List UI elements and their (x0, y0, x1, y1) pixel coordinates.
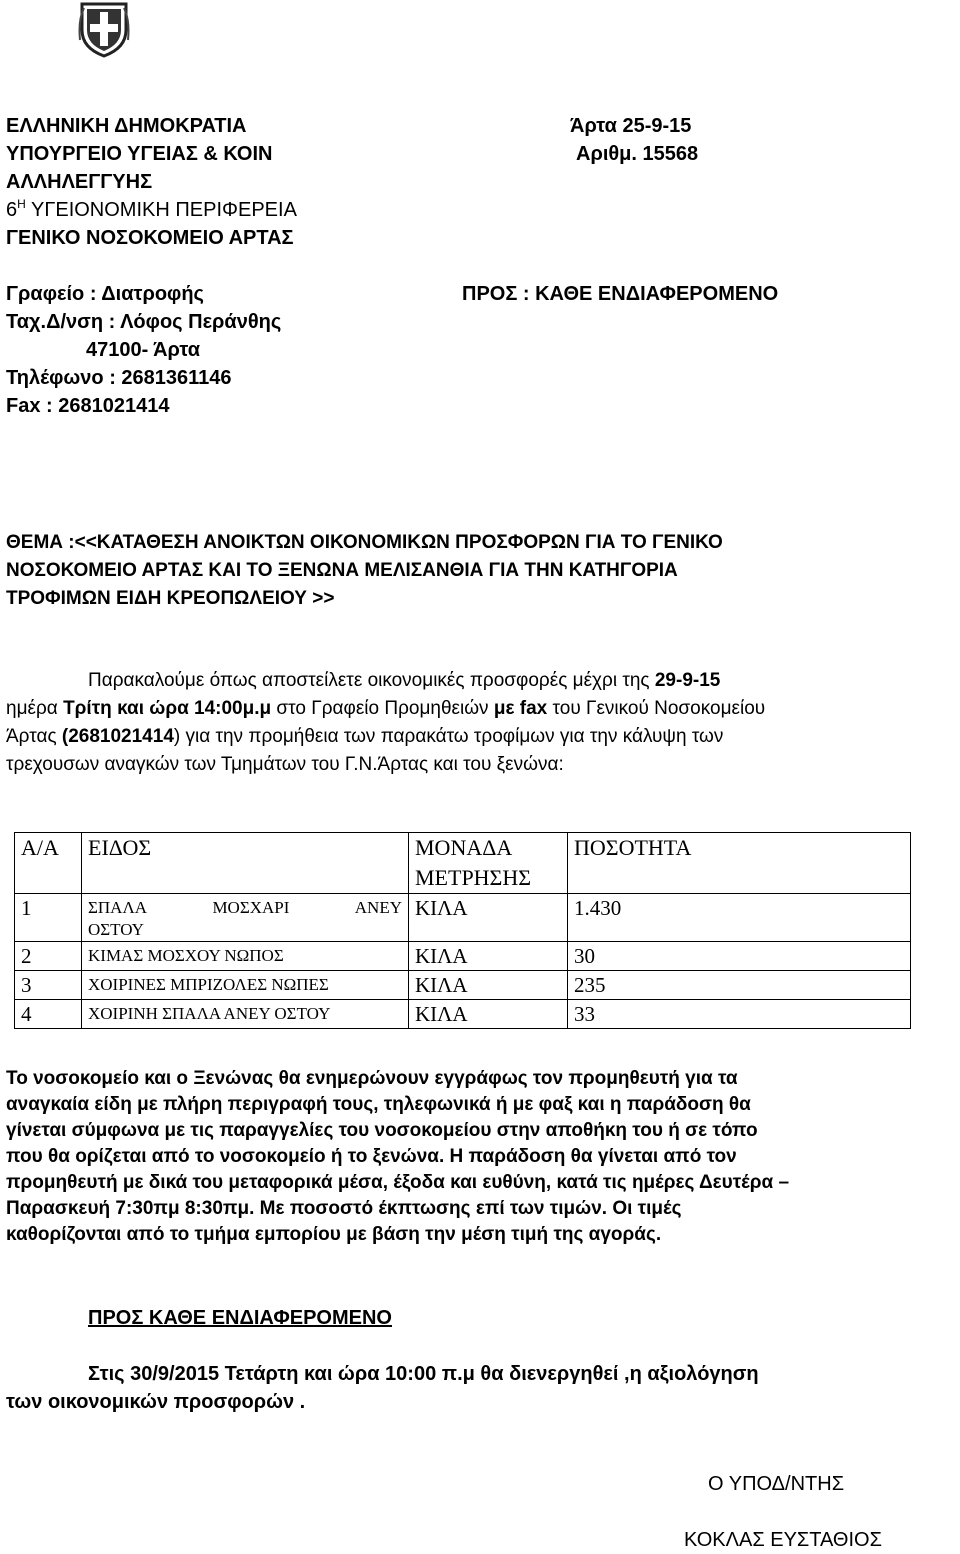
table-row (15, 1000, 911, 1029)
document-number: Αριθμ. 15568 (576, 143, 699, 165)
header-ministry: ΥΠΟΥΡΓΕΙΟ ΥΓΕΙΑΣ & ΚΟΙΝ (6, 143, 273, 165)
header-item: ΕΙΔΟΣ (82, 833, 409, 894)
row-unit: ΚΙΛΑ (409, 1000, 568, 1029)
items-table (14, 832, 911, 1029)
terms-line-1: Το νοσοκομείο και ο Ξενώνας θα ενημερώνουν εγγράφως τον προμηθευτή για τα (6, 1068, 738, 1089)
header-country: ΕΛΛΗΝΙΚΗ ΔΗΜΟΚΡΑΤΙΑ (6, 115, 247, 137)
header-unit: ΜΟΝΑΔΑ ΜΕΤΡΗΣΗΣ (409, 833, 568, 894)
signature-title: Ο ΥΠΟΔ/ΝΤΗΣ (708, 1473, 845, 1495)
body-line-2: ημέρα Τρίτη και ώρα 14:00μ.μ στο Γραφείο Προμηθειών με fax του Γενικού Νοσοκομείου (6, 698, 766, 719)
notice-line-2: των οικονομικών προσφορών . (6, 1391, 306, 1413)
recipient: ΠΡΟΣ : ΚΑΘΕ ΕΝΔΙΑΦΕΡΟΜΕΝΟ (462, 283, 779, 305)
row-qty: 1.430 (568, 894, 911, 942)
office-address: Ταχ.Δ/νση : Λόφος Περάνθης (6, 311, 282, 333)
notice-heading: ΠΡΟΣ ΚΑΘΕ ΕΝΔΙΑΦΕΡΟΜΕΝΟ (88, 1307, 392, 1329)
signature-name: ΚΟΚΛΑΣ ΕΥΣΤΑΘΙΟΣ (684, 1529, 882, 1551)
row-qty: 33 (568, 1000, 911, 1029)
subject-line-3: ΤΡΟΦΙΜΩΝ ΕΙΔΗ ΚΡΕΟΠΩΛΕΙΟΥ >> (6, 588, 335, 609)
terms-line-4: που θα ορίζεται από το νοσοκομείο ή το ξενώνα. Η παράδοση θα γίνεται από τον (6, 1146, 737, 1167)
document-date: Άρτα 25-9-15 (570, 115, 692, 137)
office-postcode: 47100- Άρτα (86, 339, 201, 361)
notice-line-1: Στις 30/9/2015 Τετάρτη και ώρα 10:00 π.μ θα διενεργηθεί ,η αξιολόγηση (88, 1363, 759, 1385)
header-qty: ΠΟΣΟΤΗΤΑ (568, 833, 911, 894)
terms-line-5: προμηθευτή με δικά του μεταφορικά μέσα, έξοδα και ευθύνη, κατά τις ημέρες Δευτέρα – (6, 1172, 790, 1193)
office-fax: Fax : 2681021414 (6, 395, 170, 417)
row-aa: 4 (15, 1000, 82, 1029)
row-unit: ΚΙΛΑ (409, 971, 568, 1000)
table-row (15, 942, 911, 971)
header-aa: Α/Α (15, 833, 82, 894)
office-department: Γραφείο : Διατροφής (6, 283, 204, 305)
header-region: $6^H$ ΥΓΕΙΟΝΟΜΙΚΗ ΠΕΡΙΦΕΡΕΙΑ (6, 197, 297, 221)
row-item: ΧΟΙΡΙΝΗ ΣΠΑΛΑ ΑΝΕΥ ΟΣΤΟΥ (82, 1000, 409, 1029)
row-unit: ΚΙΛΑ (409, 942, 568, 971)
header-hospital: ΓΕΝΙΚΟ ΝΟΣΟΚΟΜΕΙΟ ΑΡΤΑΣ (6, 227, 294, 249)
row-qty: 30 (568, 942, 911, 971)
row-item: ΧΟΙΡΙΝΕΣ ΜΠΡΙΖΟΛΕΣ ΝΩΠΕΣ (82, 971, 409, 1000)
office-phone: Τηλέφωνο : 2681361146 (6, 367, 232, 389)
row-item: ΣΠΑΛΑ ΜΟΣΧΑΡΙ ΑΝΕΥ ΟΣΤΟΥ (82, 894, 409, 942)
row-qty: 235 (568, 971, 911, 1000)
body-line-1: Παρακαλούμε όπως αποστείλετε οικονομικές προσφορές μέχρι της 29-9-15 (88, 670, 721, 691)
table-row (15, 894, 911, 942)
row-aa: 3 (15, 971, 82, 1000)
subject-line-1: ΘΕΜΑ :<<ΚΑΤΑΘΕΣΗ ΑΝΟΙΚΤΩΝ ΟΙΚΟΝΟΜΙΚΩΝ ΠΡΟΣΦΟΡΩΝ ΓΙΑ ΤΟ ΓΕΝΙΚΟ (6, 532, 723, 553)
terms-line-2: αναγκαία είδη με πλήρη περιγραφή τους, τηλεφωνικά ή με φαξ και η παράδοση θα (6, 1094, 751, 1115)
table-row (15, 971, 911, 1000)
terms-line-3: γίνεται σύμφωνα με τις παραγγελίες του νοσοκομείου στην αποθήκη του ή σε τόπο (6, 1120, 758, 1141)
body-line-3: Άρτας (2681021414) για την προμήθεια των παρακάτω τροφίμων για την κάλυψη των (6, 726, 724, 747)
row-item: ΚΙΜΑΣ ΜΟΣΧΟΥ ΝΩΠΟΣ (82, 942, 409, 971)
row-aa: 2 (15, 942, 82, 971)
body-line-4: τρεχουσων αναγκών των Τμημάτων του Γ.Ν.Άρτας και του ξενώνα: (6, 754, 564, 775)
terms-line-7: καθορίζονται από το τμήμα εμπορίου με βάση την μέση τιμή της αγοράς. (6, 1224, 662, 1245)
table-header-row (15, 833, 911, 894)
row-aa: 1 (15, 894, 82, 942)
greek-emblem-icon (78, 0, 130, 58)
subject-line-2: ΝΟΣΟΚΟΜΕΙΟ ΑΡΤΑΣ ΚΑΙ ΤΟ ΞΕΝΩΝΑ ΜΕΛΙΣΑΝΘΙΑ ΓΙΑ ΤΗΝ ΚΑΤΗΓΟΡΙΑ (6, 560, 678, 581)
terms-line-6: Παρασκευή 7:30πμ 8:30πμ. Με ποσοστό έκπτωσης επί των τιμών. Οι τιμές (6, 1198, 682, 1219)
header-ministry-cont: ΑΛΛΗΛΕΓΓΥΗΣ (6, 171, 153, 193)
row-unit: ΚΙΛΑ (409, 894, 568, 942)
